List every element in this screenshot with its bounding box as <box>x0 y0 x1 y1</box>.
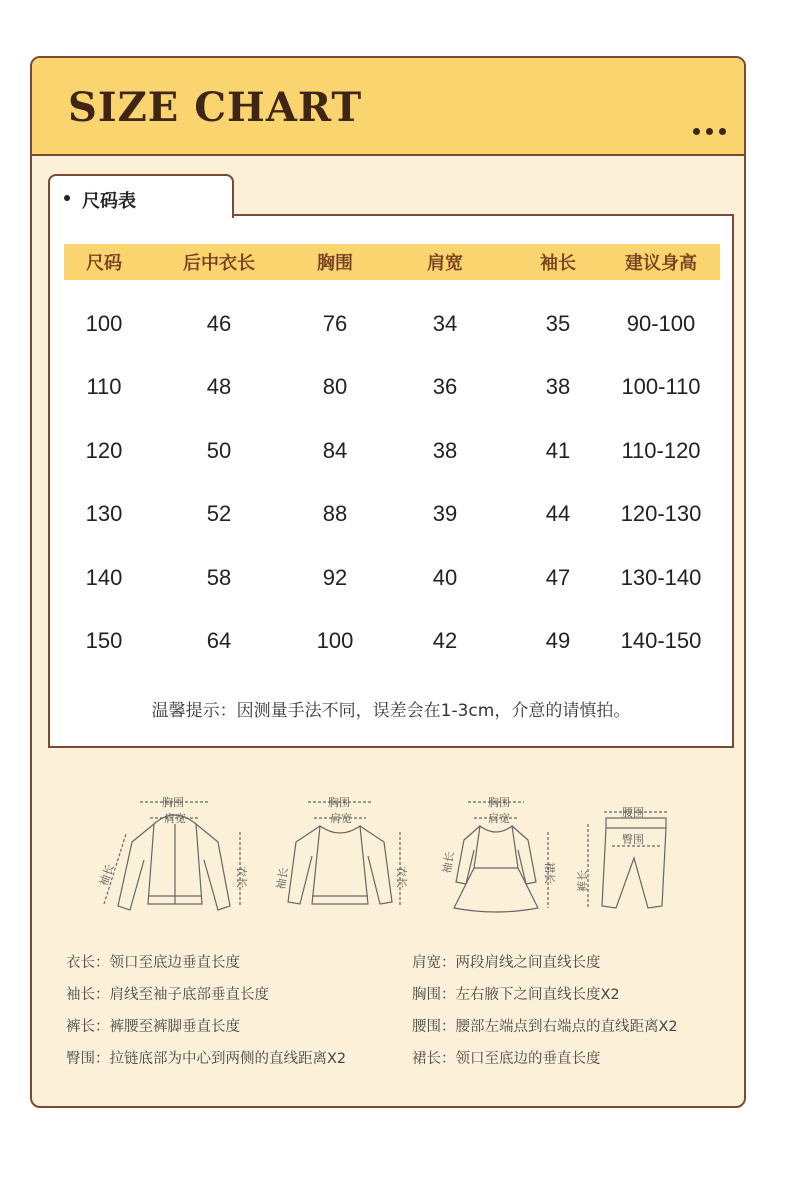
size-chart-card <box>30 56 746 1108</box>
table-cell: 44 <box>545 501 571 527</box>
length-label: 裤长 <box>576 870 589 892</box>
shoulder-label: 肩宽 <box>488 812 510 825</box>
table-row <box>64 483 720 547</box>
table-cell: 46 <box>206 310 232 336</box>
definition-item: 胸围：左右腋下之间直线长度X2 <box>412 987 620 1003</box>
shoulder-label: 肩宽 <box>330 812 352 825</box>
length-label: 衣长 <box>235 866 248 888</box>
table-cell: 120-130 <box>620 501 702 527</box>
header-cell: 肩宽 <box>427 253 463 274</box>
table-cell: 92 <box>322 564 348 590</box>
table-cell: 80 <box>322 374 348 400</box>
table-cell: 58 <box>206 564 232 590</box>
page-title: SIZE CHART <box>68 84 363 131</box>
size-table-panel <box>48 214 734 748</box>
table-cell: 150 <box>85 628 123 654</box>
sleeve-label: 袖长 <box>440 850 457 875</box>
table-cell: 110 <box>86 374 122 400</box>
table-cell: 130 <box>85 501 123 527</box>
table-cell: 100 <box>316 628 354 654</box>
table-cell: 38 <box>545 374 571 400</box>
definition-item: 裙长：领口至底边的垂直长度 <box>412 1051 601 1067</box>
chest-label: 胸围 <box>162 796 184 809</box>
table-cell: 39 <box>432 501 458 527</box>
table-cell: 40 <box>432 564 458 590</box>
dress-figure <box>432 784 572 938</box>
hip-label: 臀围 <box>622 833 644 846</box>
header-cell: 尺码 <box>86 253 122 274</box>
sleeve-label: 袖长 <box>96 862 117 888</box>
table-row <box>64 292 720 356</box>
definition-item: 臀围：拉链底部为中心到两侧的直线距离X2 <box>66 1051 347 1067</box>
header-cell: 袖长 <box>540 253 576 274</box>
table-cell: 52 <box>206 501 232 527</box>
table-cell: 38 <box>432 437 458 463</box>
waist-label: 腰围 <box>622 806 644 819</box>
table-cell: 48 <box>206 374 232 400</box>
table-cell: 120 <box>85 437 123 463</box>
header-banner <box>32 58 744 156</box>
table-cell: 88 <box>322 501 348 527</box>
table-cell: 76 <box>322 310 348 336</box>
header-cell: 建议身高 <box>625 253 697 274</box>
pants-figure <box>572 784 692 938</box>
table-cell: 35 <box>545 310 571 336</box>
jacket-figure <box>92 784 252 938</box>
measurement-figures <box>32 784 744 934</box>
table-cell: 50 <box>206 437 232 463</box>
table-row <box>64 546 720 610</box>
sweater-figure <box>272 784 412 938</box>
table-cell: 42 <box>432 628 458 654</box>
bullet-icon <box>64 195 70 201</box>
table-row <box>64 419 720 483</box>
table-cell: 110-120 <box>621 437 701 463</box>
length-label: 裙长 <box>543 862 556 884</box>
table-cell: 140-150 <box>620 628 702 654</box>
table-cell: 140 <box>85 564 123 590</box>
table-cell: 34 <box>432 310 458 336</box>
table-cell: 41 <box>545 437 571 463</box>
table-cell: 100-110 <box>621 374 701 400</box>
measurement-definitions <box>66 954 726 1068</box>
table-body <box>64 292 720 673</box>
sleeve-label: 袖长 <box>274 866 291 891</box>
chest-label: 胸围 <box>488 796 510 809</box>
table-cell: 64 <box>206 628 232 654</box>
table-cell: 49 <box>545 628 571 654</box>
table-cell: 100 <box>85 310 123 336</box>
definition-item: 衣长：领口至底边垂直长度 <box>66 955 240 971</box>
shoulder-label: 肩宽 <box>164 812 186 825</box>
tab-label: 尺码表 <box>82 191 136 212</box>
more-dots-icon <box>693 128 726 135</box>
table-cell: 90-100 <box>626 310 696 336</box>
definition-item: 肩宽：两段肩线之间直线长度 <box>412 955 601 971</box>
length-label: 衣长 <box>395 866 408 888</box>
table-cell: 130-140 <box>620 564 702 590</box>
table-cell: 47 <box>545 564 571 590</box>
definition-item: 腰围：腰部左端点到右端点的直线距离X2 <box>412 1019 678 1035</box>
definition-item: 裤长：裤腰至裤脚垂直长度 <box>66 1019 240 1035</box>
measurement-note: 温馨提示：因测量手法不同，误差会在1-3cm，介意的请慎拍。 <box>151 701 631 721</box>
header-cell: 胸围 <box>317 253 353 274</box>
chest-label: 胸围 <box>328 796 350 809</box>
definition-item: 袖长：肩线至袖子底部垂直长度 <box>66 987 269 1003</box>
table-row <box>64 356 720 420</box>
header-cell: 后中衣长 <box>183 253 255 274</box>
table-row <box>64 610 720 674</box>
table-cell: 84 <box>322 437 348 463</box>
table-cell: 36 <box>432 374 458 400</box>
table-header <box>64 244 720 280</box>
